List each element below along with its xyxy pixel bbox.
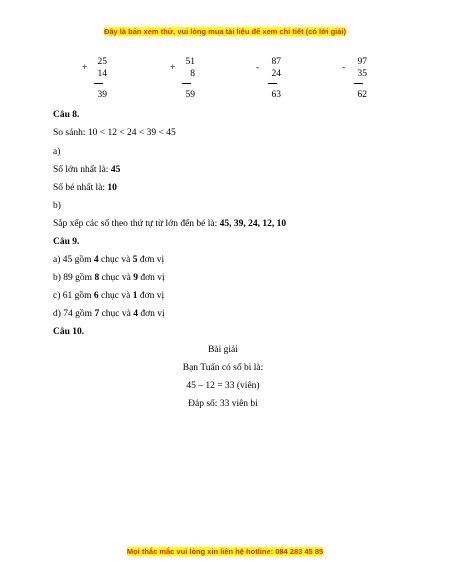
- item-units: 4: [133, 309, 138, 319]
- calc-operand-a: 87: [271, 57, 281, 67]
- calc-rule: [182, 83, 191, 84]
- item-units: 5: [132, 255, 138, 265]
- cau8-heading: Câu 8.: [53, 110, 80, 120]
- item-units: 9: [133, 273, 138, 283]
- calc-operand-a: 25: [97, 57, 107, 67]
- solution-line: 45 – 12 = 33 (viên): [186, 381, 260, 391]
- calc-operand-a: 97: [357, 57, 367, 67]
- calc-result: 39: [97, 90, 107, 100]
- preview-banner-text: Đây là bản xem thử, vui lòng mua tài liệu để xem chi tiết (có lời giải): [103, 27, 347, 36]
- item-prefix: d) 74 gồm: [53, 309, 95, 319]
- item-suffix: đơn vị: [137, 273, 165, 283]
- largest-label: Số lớn nhất là:: [53, 165, 111, 175]
- item-prefix: c) 61 gồm: [53, 291, 94, 301]
- solution-line: Bạn Tuấn có số bi là:: [182, 363, 264, 373]
- order-value: 45, 39, 24, 12, 10: [219, 219, 287, 229]
- cau9-item: [53, 255, 164, 265]
- calc-result: 59: [185, 90, 195, 100]
- hotline-banner: [0, 547, 450, 556]
- cau8-b-label: b): [53, 201, 61, 211]
- cau9-heading: Câu 9.: [53, 237, 80, 247]
- item-mid: chục và: [98, 255, 133, 265]
- solution-title: Bài giải: [208, 345, 238, 355]
- item-mid: chục và: [99, 273, 134, 283]
- order-label: Sắp xếp các số theo thứ tự từ lớn đến bé là:: [53, 219, 220, 229]
- calc-rule: [268, 83, 277, 84]
- item-mid: chục và: [98, 291, 133, 301]
- calc-operand-a: 51: [185, 57, 195, 67]
- calc-operator: -: [342, 63, 346, 73]
- cau9-item: [53, 291, 164, 301]
- cau8-order: [53, 219, 286, 229]
- smallest-label: Số bé nhất là:: [53, 183, 108, 193]
- cau8-compare: So sánh: 10 < 12 < 24 < 39 < 45: [53, 128, 176, 138]
- calc-result: 62: [357, 90, 367, 100]
- item-suffix: đơn vị: [137, 255, 165, 265]
- item-suffix: đơn vị: [137, 309, 165, 319]
- solution-answer: Đáp số: 33 viên bi: [188, 399, 258, 409]
- cau8-largest: [53, 165, 120, 175]
- cau10-heading: Câu 10.: [53, 327, 85, 337]
- calc-rule: [354, 83, 363, 84]
- calc-operator: +: [82, 63, 88, 73]
- item-tens: 4: [93, 255, 99, 265]
- item-units: 1: [132, 291, 138, 301]
- largest-value: 45: [110, 165, 121, 175]
- calc-result: 63: [271, 90, 281, 100]
- calc-operator: -: [256, 63, 260, 73]
- item-prefix: a) 45 gồm: [53, 255, 94, 265]
- cau8-a-label: a): [53, 147, 61, 157]
- calc-operand-b: 24: [271, 69, 281, 79]
- calc-operator: +: [170, 63, 176, 73]
- calc-rule: [94, 83, 103, 84]
- calc-operand-b: 35: [357, 69, 367, 79]
- calc-operand-b: 14: [97, 69, 107, 79]
- calc-operand-b: 8: [190, 69, 195, 79]
- smallest-value: 10: [107, 183, 117, 193]
- cau8-smallest: [53, 183, 117, 193]
- item-tens: 7: [94, 309, 100, 319]
- item-suffix: đơn vị: [137, 291, 165, 301]
- cau9-item: [53, 309, 165, 319]
- item-tens: 8: [94, 273, 100, 283]
- item-prefix: b) 89 gồm: [53, 273, 95, 283]
- item-tens: 6: [93, 291, 99, 301]
- cau9-item: [53, 273, 165, 283]
- hotline-banner-text: Mọi thắc mắc vui lòng xin liên hệ hotline: 084 283 45 85: [126, 547, 324, 556]
- item-mid: chục và: [99, 309, 134, 319]
- preview-banner: [0, 27, 450, 36]
